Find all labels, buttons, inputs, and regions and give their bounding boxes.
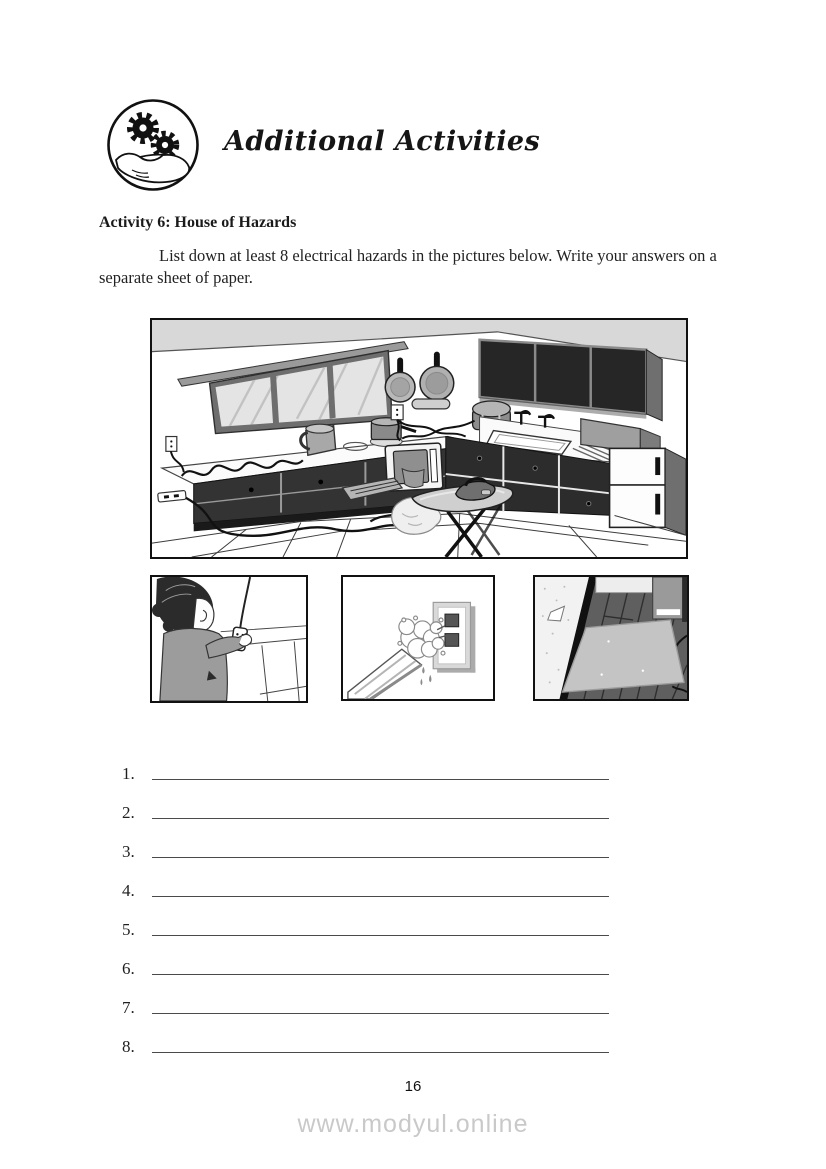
answer-number: 8. <box>122 1037 135 1056</box>
answer-row <box>122 745 609 784</box>
answer-blank-line <box>152 1012 609 1014</box>
window-sill <box>596 577 653 593</box>
answer-list <box>122 745 609 1057</box>
gear-icon <box>154 134 177 157</box>
answer-row <box>122 823 609 862</box>
activity-instructions: List down at least 8 electrical hazards in the pictures below. Write your answers on a separate sheet of paper. <box>99 246 717 287</box>
answer-number: 1. <box>122 764 135 783</box>
answer-number: 5. <box>122 920 135 939</box>
answer-row <box>122 901 609 940</box>
answer-row <box>122 784 609 823</box>
answer-blank-line <box>152 856 609 858</box>
answer-row <box>122 979 609 1018</box>
answer-number: 2. <box>122 803 135 822</box>
answer-blank-line <box>152 778 609 780</box>
answer-blank-line <box>152 934 609 936</box>
rug-cord-illustration <box>533 575 689 701</box>
answer-row <box>122 940 609 979</box>
page-title: Additional Activities <box>224 126 541 157</box>
activity-title: Activity 6: House of Hazards <box>99 214 297 231</box>
answer-blank-line <box>152 1051 609 1053</box>
answer-number: 4. <box>122 881 135 900</box>
hand-holding-gears-icon <box>106 98 200 192</box>
wet-hand-switch-illustration <box>341 575 495 701</box>
kitchen-hazards-illustration <box>150 318 688 559</box>
answer-number: 7. <box>122 998 135 1017</box>
answer-number: 3. <box>122 842 135 861</box>
answer-row <box>122 1018 609 1057</box>
furniture-leg <box>653 577 687 622</box>
page-number: 16 <box>404 1078 422 1095</box>
answer-number: 6. <box>122 959 135 978</box>
answer-blank-line <box>152 973 609 975</box>
answer-blank-line <box>152 817 609 819</box>
watermark: www.modyul.online <box>297 1110 529 1138</box>
child-outlet-illustration <box>150 575 308 703</box>
answer-blank-line <box>152 895 609 897</box>
answer-row <box>122 862 609 901</box>
